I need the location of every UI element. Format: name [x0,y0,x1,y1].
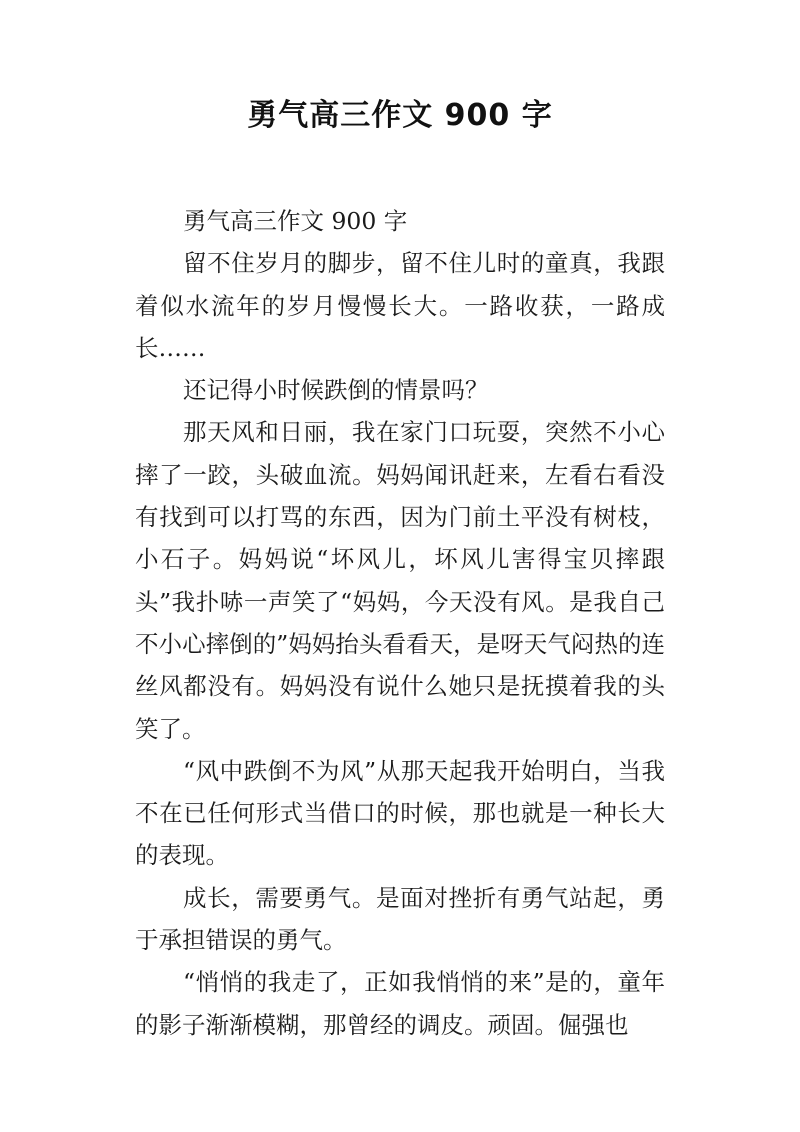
paragraph: 还记得小时候跌倒的情景吗？ [183,376,489,405]
paragraph: “悄悄的我走了，正如我悄悄的来”是的，童年的影子渐渐模糊，那曾经的调皮。顽固。倔强也 [135,968,665,1039]
paragraph: 留不住岁月的脚步，留不住儿时的童真，我跟着似水流年的岁月慢慢长大。一路收获，一路成长…… [135,249,665,362]
document-body [135,200,665,1046]
paragraph: “风中跌倒不为风”从那天起我开始明白，当我不在已任何形式当借口的时候，那也就是一种长大的表现。 [135,756,665,870]
paragraph: 成长，需要勇气。是面对挫折有勇气站起，勇于承担错误的勇气。 [135,883,665,955]
paragraph-subtitle: 勇气高三作文 900 字 [183,207,408,235]
document-title: 勇气高三作文 900 字 [247,98,553,133]
paragraph: 那天风和日丽，我在家门口玩耍，突然不小心摔了一跤，头破血流。妈妈闻讯赶来，左看右看没有找到可以打骂的东西，因为门前土平没有树枝，小石子。妈妈说“坏风儿，坏风儿害得宝贝摔跟头”我扑哧一声笑了“妈妈，今天没有风。是我自己不小心摔倒的”妈妈抬头看看天，是呀天气闷热的连丝风都没有。妈妈没有说什么她只是抚摸着我的头笑了。 [135,418,665,743]
